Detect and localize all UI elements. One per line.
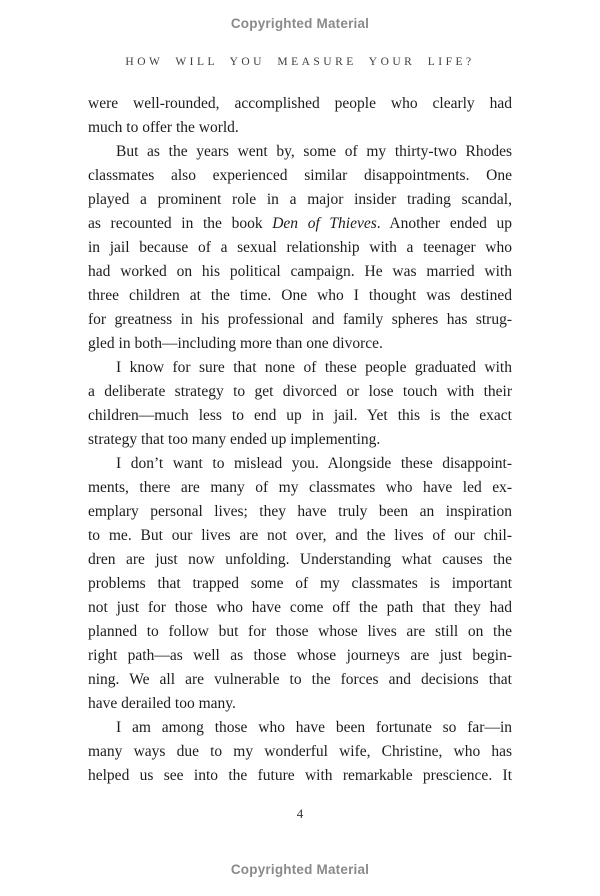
text-line — [88, 764, 512, 788]
text-line — [88, 620, 512, 644]
text-line — [88, 116, 512, 140]
text-line — [88, 332, 512, 356]
text-segment: right path—as well as those whose journeys are just begin- — [88, 647, 512, 664]
page-number: 4 — [296, 806, 304, 821]
text-line — [88, 548, 512, 572]
text-segment: ning. We all are vulnerable to the forces and decisions that — [88, 671, 512, 688]
text-line — [88, 164, 512, 188]
text-segment: . Another ended up — [376, 215, 512, 232]
text-line — [88, 356, 512, 380]
text-line — [88, 284, 512, 308]
text-line — [88, 188, 512, 212]
text-segment: But as the years went by, some of my thirty-two Rhodes — [116, 143, 512, 160]
text-line — [88, 260, 512, 284]
text-segment: three children at the time. One who I thought was destined — [88, 287, 512, 304]
text-segment: I know for sure that none of these people graduated with — [116, 359, 512, 376]
text-segment: planned to follow but for those whose lives are still on the — [88, 623, 512, 640]
text-line — [88, 740, 512, 764]
body-text — [88, 92, 512, 788]
text-line — [88, 476, 512, 500]
text-segment: had worked on his political campaign. He was married with — [88, 263, 512, 280]
text-segment: a deliberate strategy to get divorced or lose touch with their — [88, 383, 512, 400]
text-segment: children—much less to end up in jail. Yet this is the exact — [88, 407, 512, 424]
text-line — [88, 644, 512, 668]
text-line — [88, 500, 512, 524]
text-segment: strategy that too many ended up implementing. — [88, 431, 381, 448]
text-segment: as recounted in the book — [88, 215, 273, 232]
text-segment: classmates also experienced similar disappointments. One — [88, 167, 512, 184]
copyright-notice-bottom: Copyrighted Material — [230, 862, 370, 877]
text-line — [88, 212, 512, 236]
text-segment: have derailed too many. — [88, 695, 236, 712]
text-line — [88, 692, 512, 716]
text-line — [88, 380, 512, 404]
text-segment: gled in both—including more than one divorce. — [88, 335, 383, 352]
text-segment: dren are just now unfolding. Understanding what causes the — [88, 551, 512, 568]
text-line — [88, 140, 512, 164]
text-line — [88, 236, 512, 260]
text-line — [88, 524, 512, 548]
copyright-notice-top: Copyrighted Material — [230, 16, 370, 31]
text-segment: helped us see into the future with remarkable prescience. It — [88, 767, 512, 784]
text-line — [88, 716, 512, 740]
text-segment: ments, there are many of my classmates who have led ex- — [88, 479, 512, 496]
text-segment: problems that trapped some of my classmates is important — [88, 575, 512, 592]
text-segment: emplary personal lives; they have truly been an inspiration — [88, 503, 512, 520]
text-segment: for greatness in his professional and family spheres has strug- — [88, 311, 512, 328]
running-header: HOW WILL YOU MEASURE YOUR LIFE? — [125, 56, 475, 68]
text-line — [88, 308, 512, 332]
book-title-italic: Den of Thieves — [272, 215, 377, 232]
text-segment: I don’t want to mislead you. Alongside these disappoint- — [116, 455, 512, 472]
text-line — [88, 668, 512, 692]
text-segment: played a prominent role in a major insider trading scandal, — [88, 191, 512, 208]
text-segment: much to offer the world. — [88, 119, 239, 136]
text-segment: many ways due to my wonderful wife, Christine, who has — [88, 743, 512, 760]
text-line — [88, 92, 512, 116]
text-segment: to me. But our lives are not over, and the lives of our chil- — [88, 527, 512, 544]
text-segment: not just for those who have come off the path that they had — [88, 599, 512, 616]
text-segment: in jail because of a sexual relationship with a teenager who — [88, 239, 512, 256]
text-segment: I am among those who have been fortunate so far—in — [116, 719, 512, 736]
text-line — [88, 404, 512, 428]
text-line — [88, 428, 512, 452]
text-line — [88, 596, 512, 620]
text-line — [88, 452, 512, 476]
text-line — [88, 572, 512, 596]
text-segment: were well-rounded, accomplished people who clearly had — [88, 95, 512, 112]
